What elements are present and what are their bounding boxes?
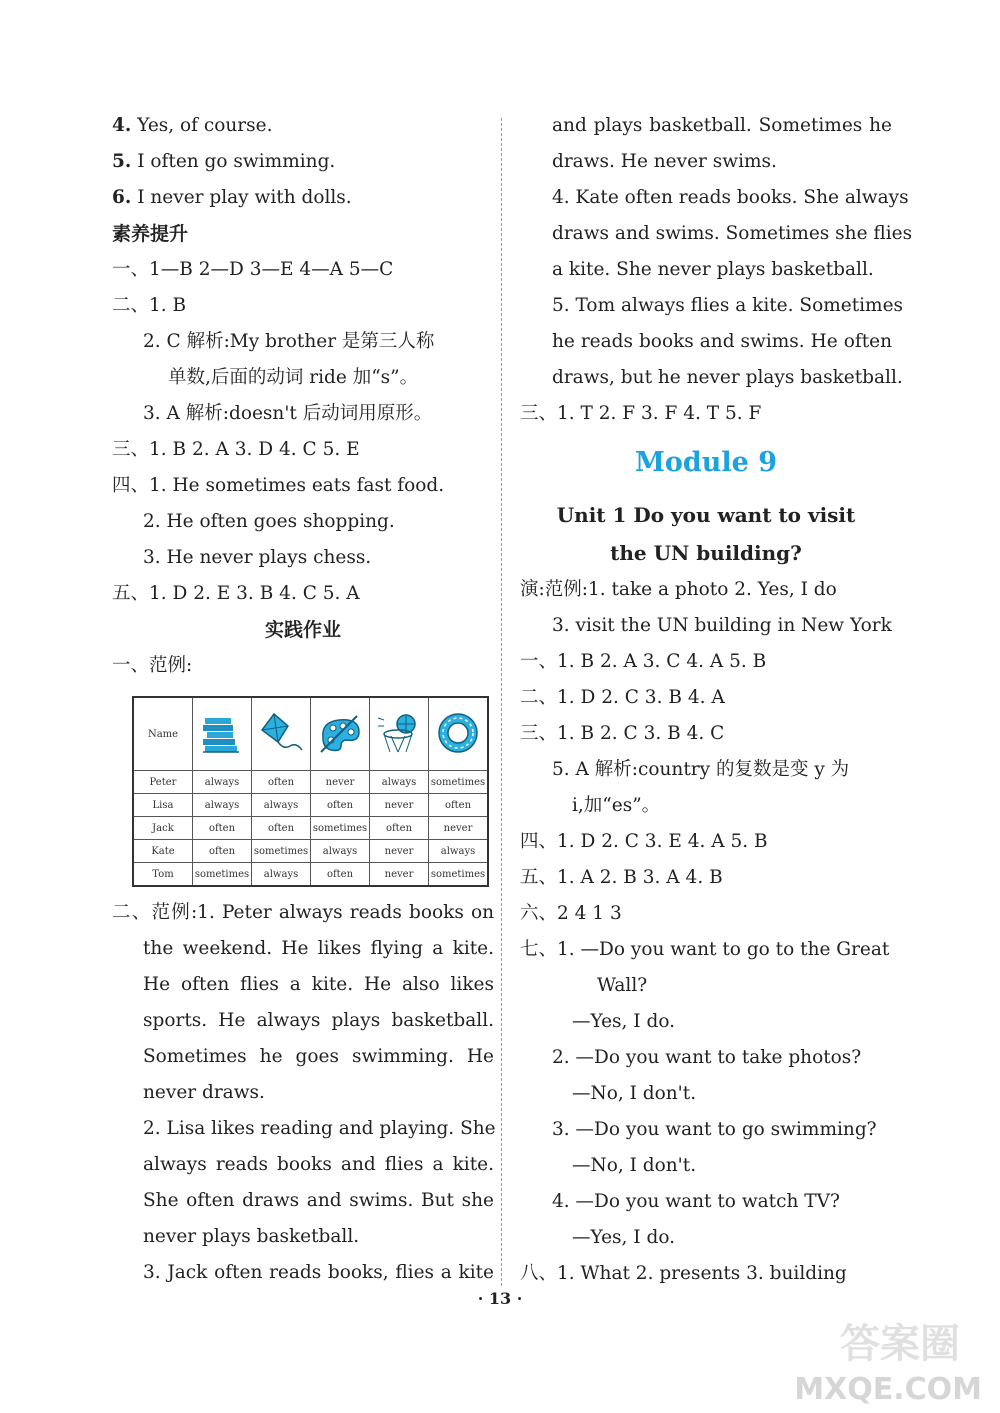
section-heading: 素养提升 bbox=[112, 223, 189, 245]
answer-line: 2. C 解析:My brother 是第三人称 bbox=[143, 331, 435, 352]
books-icon bbox=[199, 710, 245, 756]
answer-line: a kite. She never plays basketball. bbox=[552, 259, 874, 280]
answer-line: 六、2 4 1 3 bbox=[520, 903, 622, 924]
answer-line: and plays basketball. Sometimes he bbox=[552, 115, 892, 136]
answer-line: She often draws and swims. But she bbox=[143, 1190, 494, 1211]
answer-line: —No, I don't. bbox=[572, 1083, 697, 1104]
answer-line: i,加“es”。 bbox=[572, 795, 661, 816]
answer-line: 二、1. D 2. C 3. B 4. A bbox=[520, 687, 725, 708]
watermark-url: MXQE.COM bbox=[794, 1372, 982, 1407]
column-divider bbox=[501, 118, 502, 1286]
answer-line: 4. Kate often reads books. She always bbox=[552, 187, 909, 208]
answer-line: 三、1. B 2. A 3. D 4. C 5. E bbox=[112, 439, 360, 460]
answer-line: 三、1. T 2. F 3. F 4. T 5. F bbox=[520, 403, 762, 424]
answer-line: 二、范例:1. Peter always reads books on bbox=[112, 902, 494, 923]
answer-line: 五、1. A 2. B 3. A 4. B bbox=[520, 867, 723, 888]
answer-line: 4. —Do you want to watch TV? bbox=[552, 1191, 840, 1212]
answer-line: 一、范例: bbox=[112, 655, 193, 676]
section-heading: 实践作业 bbox=[264, 619, 341, 641]
answer-line: 四、1. D 2. C 3. E 4. A 5. B bbox=[520, 831, 768, 852]
answer-line: —Yes, I do. bbox=[572, 1227, 676, 1248]
answer-line: —Yes, I do. bbox=[572, 1011, 676, 1032]
answer-line: always reads books and flies a kite. bbox=[143, 1154, 494, 1175]
answer-line: 3. —Do you want to go swimming? bbox=[552, 1119, 877, 1140]
table-header-name: Name bbox=[133, 697, 193, 771]
answer-line: Sometimes he goes swimming. He bbox=[143, 1046, 494, 1067]
answer-line: He often flies a kite. He also likes bbox=[143, 974, 494, 995]
unit-title: Unit 1 Do you want to visit bbox=[556, 503, 856, 527]
answer-line: never plays basketball. bbox=[143, 1226, 360, 1247]
page-number: · 13 · bbox=[477, 1289, 523, 1308]
answer-line: 6. I never play with dolls. bbox=[112, 187, 352, 208]
answer-line: 四、1. He sometimes eats fast food. bbox=[112, 475, 445, 496]
answer-line: 一、1. B 2. A 3. C 4. A 5. B bbox=[520, 651, 767, 672]
table-row: Lisa always always often never often bbox=[133, 794, 488, 817]
module-title: Module 9 bbox=[634, 447, 778, 478]
answer-line: 七、1. —Do you want to go to the Great bbox=[520, 939, 890, 960]
answer-line: draws. He never swims. bbox=[552, 151, 777, 172]
answer-line: never draws. bbox=[143, 1082, 265, 1103]
answer-line: 2. Lisa likes reading and playing. She bbox=[143, 1118, 496, 1139]
answer-line: 2. He often goes shopping. bbox=[143, 511, 395, 532]
watermark-logo: 答案圈 bbox=[840, 1321, 960, 1367]
answer-line: he reads books and swims. He often bbox=[552, 331, 892, 352]
unit-title: the UN building? bbox=[610, 541, 802, 565]
answer-line: 演:范例:1. take a photo 2. Yes, I do bbox=[520, 579, 837, 600]
answer-line: 2. —Do you want to take photos? bbox=[552, 1047, 862, 1068]
answer-line: 二、1. B bbox=[112, 295, 187, 316]
table-row: Peter always often never always sometimes bbox=[133, 771, 488, 794]
table-row: Kate often sometimes always never always bbox=[133, 840, 488, 863]
answer-line: 3. A 解析:doesn't 后动词用原形。 bbox=[143, 403, 433, 424]
answer-line: 3. Jack often reads books, flies a kite bbox=[143, 1262, 494, 1283]
answer-line: sports. He always plays basketball. bbox=[143, 1010, 494, 1031]
answer-line: 5. Tom always flies a kite. Sometimes bbox=[552, 295, 904, 316]
left-column bbox=[112, 108, 494, 1291]
answer-line: the weekend. He likes flying a kite. bbox=[143, 938, 494, 959]
answer-line: 一、1—B 2—D 3—E 4—A 5—C bbox=[112, 259, 394, 280]
answer-line: 单数,后面的动词 ride 加“s”。 bbox=[168, 367, 419, 388]
answer-line: 八、1. What 2. presents 3. building bbox=[520, 1263, 847, 1284]
right-column bbox=[520, 108, 913, 1292]
answer-line: Wall? bbox=[597, 975, 648, 996]
answer-line: 3. He never plays chess. bbox=[143, 547, 372, 568]
answer-line: 五、1. D 2. E 3. B 4. C 5. A bbox=[112, 583, 360, 604]
paint-palette-icon bbox=[317, 710, 363, 756]
answer-line: 5. I often go swimming. bbox=[112, 151, 336, 172]
table-row: Tom sometimes always often never sometimes bbox=[133, 863, 488, 887]
basketball-icon bbox=[376, 710, 422, 756]
answer-line: 4. Yes, of course. bbox=[112, 115, 273, 136]
kite-icon bbox=[258, 710, 304, 756]
answer-line: 三、1. B 2. C 3. B 4. C bbox=[520, 723, 725, 744]
answer-line: 5. A 解析:country 的复数是变 y 为 bbox=[552, 759, 850, 780]
swim-ring-icon bbox=[435, 710, 481, 756]
answer-line: —No, I don't. bbox=[572, 1155, 697, 1176]
answer-line: draws and swims. Sometimes she flies bbox=[552, 223, 913, 244]
answer-line: draws, but he never plays basketball. bbox=[552, 367, 903, 388]
activity-table bbox=[132, 696, 489, 887]
table-row: Jack often often sometimes often never bbox=[133, 817, 488, 840]
answer-line: 3. visit the UN building in New York bbox=[552, 615, 892, 636]
